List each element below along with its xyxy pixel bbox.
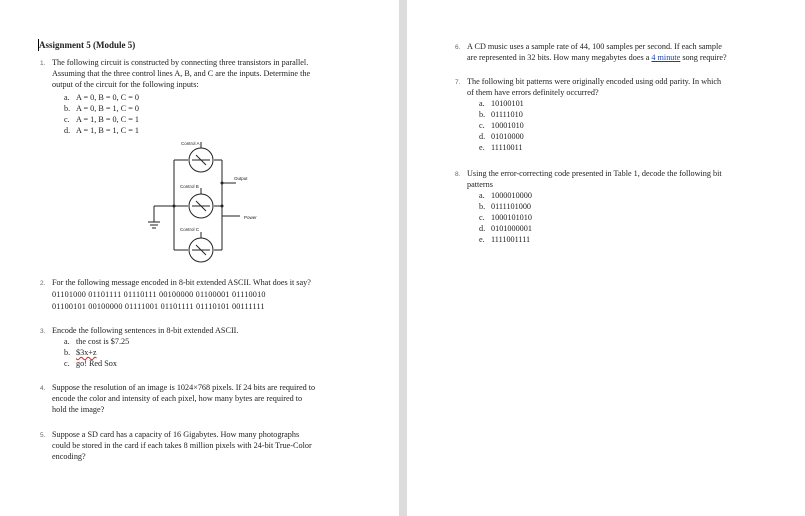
question-5-line: Suppose a SD card has a capacity of 16 Gigabytes. How many photographs (52, 430, 300, 439)
option-item: b. $3x+z (64, 348, 97, 357)
question-3-line: Encode the following sentences in 8-bit extended ASCII. (52, 326, 239, 335)
question-number: 1. (40, 60, 46, 67)
question-number: 6. (455, 44, 461, 51)
question-number: 8. (455, 171, 461, 178)
page-gap (399, 0, 407, 516)
power-label: Power (244, 215, 257, 220)
option-item: e. 1111001111 (479, 235, 531, 244)
option-item: a. 1000010000 (479, 191, 532, 200)
control-c-label: Control C (180, 227, 200, 232)
question-number: 7. (455, 79, 461, 86)
question-8-line: patterns (467, 180, 493, 189)
question-4-line: hold the image? (52, 405, 105, 414)
option-item: b. 01111010 (479, 110, 523, 119)
question-1-line: The following circuit is constructed by connecting three transistors in parallel. (52, 58, 309, 67)
question-7-line: of them have errors definitely occurred? (467, 88, 599, 97)
document-page-left (0, 0, 399, 516)
option-item: c. go! Red Sox (64, 359, 117, 368)
option-item: d. 01010000 (479, 132, 524, 141)
question-1-line: Assuming that the three control lines A, B, and C are the inputs. Determine the (52, 69, 311, 78)
question-4-line: encode the color and intensity of each pixel, how many bytes are required to (52, 394, 303, 403)
question-5-line: encoding? (52, 452, 86, 461)
option-item: b. A = 0, B = 1, C = 0 (64, 104, 139, 113)
question-number: 3. (40, 328, 46, 335)
output-label: Output (234, 176, 248, 181)
question-number: 2. (40, 280, 46, 287)
option-item: c. 1000101010 (479, 213, 532, 222)
question-6-line: A CD music uses a sample rate of 44, 100 samples per second. If each sample (467, 42, 722, 51)
option-item: a. A = 0, B = 0, C = 0 (64, 93, 139, 102)
question-7-line: The following bit patterns were originally encoded using odd parity. In which (467, 77, 722, 86)
question-1-line: output of the circuit for the following inputs: (52, 80, 199, 89)
document-page-right (407, 0, 805, 516)
question-5-line: could be stored in the card if each takes 8 million pixels with 24-bit True-Color (52, 441, 312, 450)
assignment-title: Assignment 5 (Module 5) (39, 40, 136, 50)
four-minute-link[interactable]: 4 minute (651, 53, 681, 62)
question-number: 5. (40, 432, 46, 439)
option-item: d. 0101000001 (479, 224, 532, 233)
control-a-label: Control A (181, 141, 200, 146)
option-item: a. 10100101 (479, 99, 524, 108)
binary-message-line: 01101000 01101111 01110111 00100000 01100001 01110010 (52, 290, 266, 299)
question-8-line: Using the error-correcting code presented in Table 1, decode the following bit (467, 169, 722, 178)
option-item: b. 0111101000 (479, 202, 532, 211)
option-item: c. A = 1, B = 0, C = 1 (64, 115, 139, 124)
option-item: a. the cost is $7.25 (64, 337, 130, 346)
option-item: c. 10001010 (479, 121, 524, 130)
binary-message-line: 01100101 00100000 01111001 01101111 01110101 00111111 (52, 302, 265, 311)
question-6-line: are represented in 32 bits. How many megabytes does a 4 minute song require? (467, 53, 727, 62)
option-item: d. A = 1, B = 1, C = 1 (64, 126, 139, 135)
control-b-label: Control B (180, 184, 199, 189)
transistor-circuit-diagram (140, 138, 280, 278)
question-number: 4. (40, 385, 46, 392)
option-item: e. 11110011 (479, 143, 523, 152)
question-2-line: For the following message encoded in 8-bit extended ASCII. What does it say? (52, 278, 311, 287)
question-4-line: Suppose the resolution of an image is 1024×768 pixels. If 24 bits are required to (52, 383, 316, 392)
